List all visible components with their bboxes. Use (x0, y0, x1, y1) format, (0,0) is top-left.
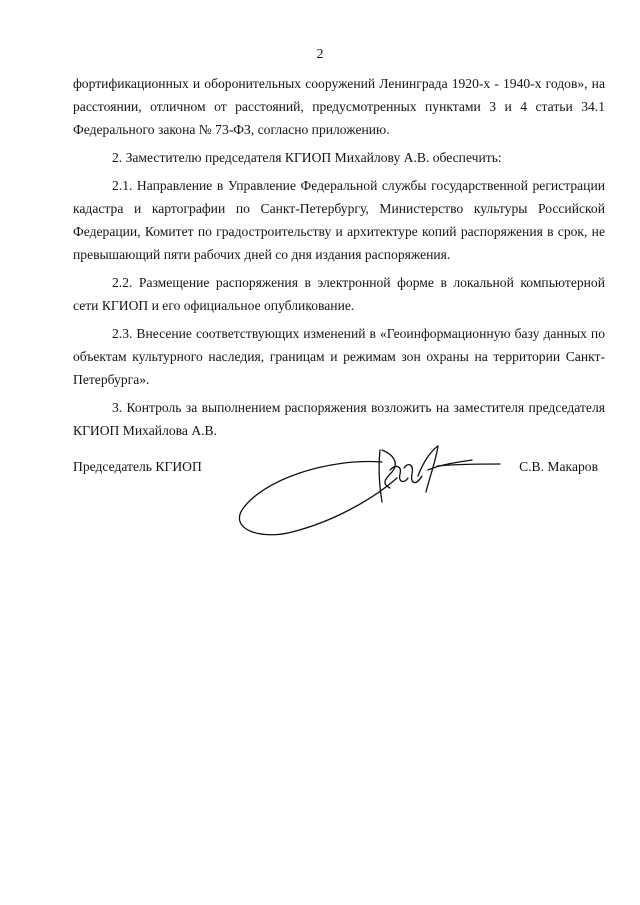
page-number: 2 (316, 47, 324, 62)
paragraph-item-3: 3. Контроль за выполнением распоряжения возложить на заместителя председателя КГИОП Михайлова А.В. (73, 400, 605, 438)
paragraph-item-2-3: 2.3. Внесение соответствующих изменений в «Геоинформационную базу данных по объектам культурного наследия, границам и режимам зон охраны на территории Санкт-Петербурга». (73, 326, 605, 387)
signer-title: Председатель КГИОП (73, 459, 202, 474)
handwritten-signature (232, 440, 504, 550)
signer-name: С.В. Макаров (519, 459, 598, 474)
paragraph-continuation: фортификационных и оборонительных сооружений Ленинграда 1920-х - 1940-х годов», на расстоянии, отличном от расстояний, предусмотренных пунктами 3 и 4 статьи 34.1 Федерального закона № 73-ФЗ, согласно приложению. (73, 76, 605, 137)
paragraph-item-2-2: 2.2. Размещение распоряжения в электронной форме в локальной компьютерной сети КГИОП и его официальное опубликование. (73, 275, 605, 313)
paragraph-item-2-1: 2.1. Направление в Управление Федеральной службы государственной регистрации кадастра и картографии по Санкт-Петербургу, Министерство культуры Российской Федерации, Комитет по градостроительству и архитектуре копий распоряжения в срок, не превышающий пяти рабочих дней со дня издания распоряжения. (73, 178, 605, 262)
paragraph-item-2: 2. Заместителю председателя КГИОП Михайлову А.В. обеспечить: (112, 150, 502, 165)
document-body (73, 72, 605, 447)
